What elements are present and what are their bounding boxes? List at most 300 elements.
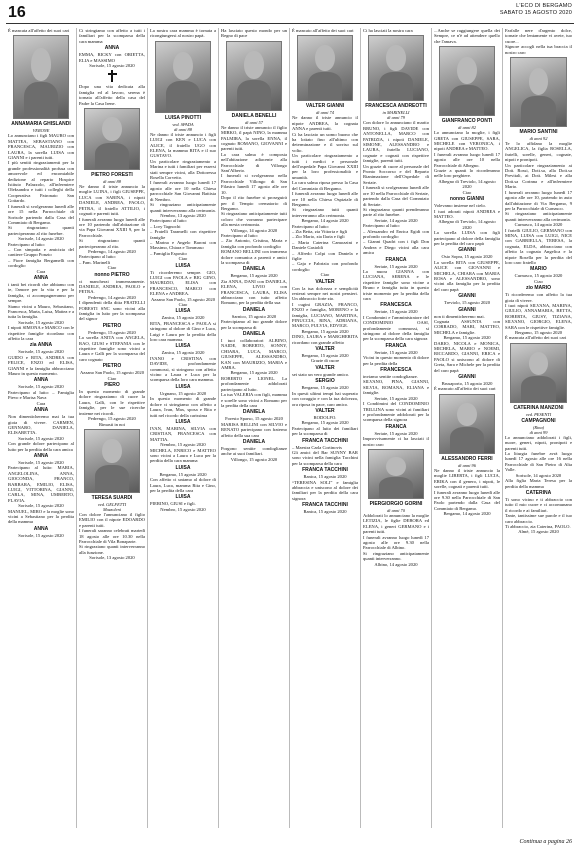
notice-text: IVANO e CRISTINA con DAVIDE, profondamente commossi, si stringono con affetto vicino a Laura e Luca per la scomparsa della loro cara mamma. [150,355,216,383]
deceased-name: PIETRO [102,363,122,370]
column-3 [148,28,219,828]
notice-text: I tuoi collaboratori ALBINO, NAIDE, ROBERTO, SONNY, CHIARA, LUCA, MARCO, GIUSEPPE, ALESSANDRO, KAN con MAURIZIO, MARIA e AMRA. [221,338,287,371]
deceased-name: CATERINA MANZONI [513,404,564,411]
notice-text: – Fiore famiglia Bergamelli con cordoglio [8,257,74,269]
notice-text: Si ringraziano anticipatamente quanti interverranno. [363,550,429,562]
notice-text: Volevamo insieme nel cielo. [434,203,486,209]
notice-text: Partecipano al lutto: [8,241,45,247]
notice-text: Si ringraziano tutti quanti interverranno alla cerimonia. [292,207,358,218]
notice-text: I Condomini e l'amministratore del CONDOMINIO OASI, profondamente commossi, si stringono al dolore della famiglia per la scomparsa della cara signora [363,314,429,342]
notice-signature: Rimasti in noi [98,421,126,427]
notice-signature: Ciao [107,375,117,381]
notice-text: Un particolare ringraziamento a tutti i medici e personale dell'ospedale Papa Giovanni XXIII per la loro professionalità e umanità. [292,153,358,180]
notice-signature: Brusaporto, 15 agosto 2020 [441,381,493,387]
deceased-name: ANNAMARIA GHISLANDI [11,121,71,128]
notice-signature: Pedrengo, 14 agosto 2020 [88,294,136,300]
notice-text: È mancata all'affetto dei suoi cari [505,335,567,341]
notice-text: – Alessandro ed Enrica Egidi con profondo cordoglio [363,228,429,239]
notice-text: Si ringraziano quanti parteciperanno al rito. [79,238,145,249]
notice-text: Porgono sentite condoglianze anche ai suoi familiari. [221,445,287,457]
deceased-name: DANIELA BENELLI [231,112,277,119]
deceased-name: FRANCA [385,256,407,263]
newspaper-name: L'ECO DI BERGAMO [516,3,572,9]
notice-signature: Curnasco, 14 agosto 2020 [514,222,563,228]
notice-signature: Bergamo, 15 agosto 2020 [443,335,491,341]
deceased-name: GIANFRANCO PONTI [441,118,493,125]
portrait-head [386,457,405,476]
portrait-photo [84,108,139,170]
notice-signature: Azzano San Paolo, 15 agosto 2020 [79,370,145,376]
portrait-head [529,68,549,95]
name-subtitle: ved. PESENTI [525,411,552,417]
notice-signature: Foresto Sparso, 15 agosto 2020 [225,416,283,422]
notice-signature: Sorisole, 15 agosto 2020 [18,319,64,325]
notice-text: – Zio Mario, zia Ilaria e figli [292,234,345,240]
notice-text: Improvvisamente ci ha lasciati il nostro caro [363,436,429,447]
portrait-body [24,82,58,118]
portrait-head [102,117,121,141]
deceased-name: LUISA [175,262,191,269]
notice-signature: Pedrengo, 15 agosto 2020 [88,416,136,422]
portrait-head [173,52,192,80]
notice-text: – Marina e Angelo Baroni con Massimo, Chiara e Tommaso [150,239,216,251]
notice-text: Ha lasciato questo mondo per un Regno di pace [221,28,287,39]
notice-signature: Curnasco, 15 agosto 2020 [514,273,563,279]
notice-text: Ti sono vicino e ti abbraccio con tutto il mio cuore e ci accomunano il ricordo e ai familiari. [505,496,572,513]
continuation-note: Continua a pagina 26 [519,839,572,845]
notice-text: Un particolare ringraziamento a Marina e tutti i familiari per essersi stati sempre vicini, alla Dottoressa Rosella Corvetto. [150,158,216,181]
notice-text: I più sentiti ringraziamenti per la grande professionalità profusa con amorevole ed encomiabile dedizione al reparto Hospice Istituto Palazzolo, all'infermiere Oleksandra e tutti i colleghi della Cooperativa Patronato San Gottardo. [8,160,74,204]
notice-signature: RODOLFO. [313,414,337,420]
notice-text: – Famiglia Esposito [150,250,187,256]
deceased-name: PIETRO [102,322,122,329]
deceased-name: LUISA [175,343,191,350]
notice-signature: Sorisole, 15 agosto 2020 [18,349,64,355]
name-subtitle: ved. SPADA [172,121,194,127]
portrait-body [521,376,556,402]
notice-text: I funerali avranno luogo lunedì alle ore 10 partendo dall'abitazione di via Papa Giovanni XXIII 9, per la Parrocchiale. [79,216,145,238]
notice-text: Con la tua dolcezza e semplicità resterai sempre nei nostri pensieri. Un abbraccio forte zio. [292,285,358,302]
notice-signature: Albegno di Treviolo, 14 agosto 2020 [438,178,496,190]
notice-signature: Urgnano, 15 agosto 2020 [159,390,207,396]
notice-signature: Albino, 14 agosto 2020 [374,561,418,567]
portrait-head [102,439,121,464]
deceased-name: FRANCA [385,342,407,349]
notice-text: Dopo il rito funebre si proseguirà per il Tempio crematorio di Bergamo. [221,195,287,211]
portrait-body [521,96,556,126]
notice-text: Partecipano al lutto: [221,232,258,238]
notice-text: È mancato all'affetto dei suoi cari [292,28,354,33]
name-subtitle: di anni 88 [174,126,192,132]
deceased-name: LUISA [175,383,191,390]
deceased-name: VALTER [315,364,335,371]
notice-signature: Seriate, 15 agosto 2020 [374,395,418,401]
notice-text: Partecipano al lutto dei familiari per la scomparsa di [292,425,358,437]
deceased-name: ALESSANDRO FERRI [441,455,493,462]
notice-text: – Alfredo Colpi con Daniela e figlie [292,250,358,261]
notice-text: Un grazie di cuore al personale del Pronto Soccorso e del Reparto Rianimazione dell'Ospedale di Seriate. [363,163,429,185]
column-8 [503,28,574,828]
portrait-photo [155,41,210,113]
notice-signature: Sorisole, 15 agosto 2020 [18,384,64,390]
portrait-body [237,80,271,110]
notice-signature: Seriate, 15 agosto 2020 [374,349,418,355]
notice-text: Ne danno il triste annuncio i figli LUIGI con KEN e LUCA con ALICE, il fratello UGO con ELENA, la mamma RITA e il suo GUSTAVO. [150,131,216,159]
name-subtitle: di anni 79 [387,115,405,121]
notice-text: Si ringraziano quanti interverranno alla funzione. [79,544,145,555]
notice-text: Con grande dolore partecipano al lutto per la perdita della cara amica [8,441,74,452]
notice-text: inviamo sentite condoglianze. [363,374,418,380]
notice-signature: Sorisole, 14 agosto 2020 [515,472,562,478]
notice-signature: Seriate, 14 agosto 2020 [374,217,418,223]
notice-signature: Ranica, 15 agosto 2020 [303,509,347,515]
deceased-name: CAMPAGNONI [521,417,556,424]
notice-text: La liturgia funebre avrà luogo lunedì 17 agosto alle ore 16 nella Parrocchiale di San Pietro di Alta Valle. [505,451,572,473]
column-6 [361,28,432,828]
portrait-head [457,403,476,426]
notice-signature: Ciao [320,272,330,278]
notice-text: La cara salma riposa presso la Casa del Commiato di Bergamo. [292,180,358,191]
notice-text: – Zio Antonio, Cristina, Marta e famiglia con profondo cordoglio [221,238,287,249]
notice-signature: Albegno di Treviolo, 14 agosto 2020 [438,219,496,230]
portrait-photo [13,35,68,119]
notice-text: – Con simpatia e amicizia del cantiere Gruppo Ponzio [8,246,74,258]
notice-text: Lo annunciano la moglie, i figli GRETA con GIUSEPPE, SARA, MICHELE con VERONICA, i nipoti ANDREA e MATTEO. [434,130,500,152]
notice-text: Zia ANNA, DANI con DANIELA, ELENA, LIVIO con FRANCESCA, LAURA, ELISA abbracciano con tutto affetto Romano, per la perdita della sua [221,278,287,306]
notice-text: La cara salma è composta nell'abitazione adiacente alla Parrocchiale di Villongo Sant'Alberto. [221,151,287,174]
notice-signature: Pedrengo, 15 agosto 2020 [88,329,136,335]
deceased-name: DANIELA [242,306,266,313]
notice-text: La sorella LUISA con figli partecipano al dolore della famiglia per la perdita del caro papà [434,230,500,246]
notice-signature: Bergamo, 15 agosto 2020 [301,385,349,391]
notice-text: I tuoi adorati nipoti ANDREA e MATTEO. [434,208,500,219]
deceased-name: CATERINA [525,489,552,496]
name-subtitle: di anni 82 [458,125,476,131]
notice-text: Con dolore lo annunciano il marito BRUNO, i figli DAVIDE con ANTONELLA, MARCO con PATRIZIA, i nipoti DANIELE, SIMONE, ALESSANDRO e LAURA, fratello LUCIANO, cognate e cognati con rispettive famiglie, parenti tutti. [363,120,429,164]
notice-text: I nipoti SIMONA e MARCO con le rispettive famiglie ricordano con affetto la cara [8,325,74,342]
deceased-name: MARIO SANTINI [519,129,558,136]
deceased-name: LUISA [175,464,191,471]
cross-icon [108,70,117,82]
notice-text: DARIO, NICOLA e MONICA, MICHELA, MARIO e NOEMI, RICCARDO, GIANNI, ERICA e PAOLO si uniscono al dolore di Greta, Sara e Michele per la perdita del caro papà [434,340,500,373]
portrait-head [386,45,405,71]
deceased-name: FRANCESCA [380,367,412,374]
portrait-photo [439,394,494,454]
notice-signature: Ciao [178,256,188,262]
notice-signature: Seriate, 15 agosto 2020 [374,309,418,315]
portrait-head [315,45,334,71]
notice-signature: Pedrengo, 14 agosto 2020 [88,248,136,254]
name-subtitle: VERONE [32,128,50,134]
notice-signature: Azzano San Paolo, 15 agosto 2020 [150,296,216,302]
notice-text: Ci ha lasciati la nostra cara [363,28,413,33]
notice-text: – Lory Tagnochi [150,223,181,229]
notice-text: Non dimenticheremo mai la tua gioia di vivere. CARMEN, GENNARO, DANIELA, ELISABETTA. [8,414,74,436]
notice-text: In questo momento di grande dolore ci stringiamo con affetto a Laura, Ivan, Max, sposa e Rita e tutti nel ricordo della carissima [150,396,216,418]
notice-signature: Sorisole, 15 agosto 2020 [18,503,64,509]
deceased-name: VALTER GIANNI [305,103,345,110]
notice-text: Si ringraziano anticipatamente tutti coloro che vorranno partecipare alla mesta cerimonia. [221,211,287,228]
notice-text: I funerali avranno luogo lunedì 17 agosto alle ore 10, partendo in auto dall'abitazione di Via Bergamo, 9 per la Parrocchiale di Curnasco. [505,189,572,211]
portrait-photo [510,57,566,127]
deceased-name: FRANCESCA ANDREOTTI [365,103,427,110]
portrait-photo [226,41,281,111]
notice-text: MICHELA, ENRICO e MATTEO sono vicini a Laura e Luca per la perdita della cara mamma [150,447,216,464]
deceased-name: ANNA [33,407,49,414]
notice-signature: Bergamo, 15 agosto 2020 [159,471,207,477]
notice-text: PIERINO, GIUSI e figli. [150,501,196,507]
notice-text: Ti ricorderemo sempre. GIO, LUIGI con PAOLA e BIG GINO, MAURIZIO, ELISA con FRANCESCO, MARCO con ELENA e ANDREA. [150,269,216,297]
notice-signature: Ciao [462,189,472,195]
notice-text: Con dolore l'annunciano il figlio EMILIO con il nipote EDOARDO e parenti tutti. [79,511,145,528]
notice-text: Dopo una vita dedicata alla famiglia ed al lavoro, serena è tornata all'affetto della casa del Padre la Casa Irene. [79,84,145,106]
name-subtitle: di anni 70 [387,507,405,513]
notice-text: Ti abbraccio, zia Caterina, PAOLO. [505,523,571,529]
notice-text: I funerali avranno luogo lunedì alle ore 9.30 nella Parrocchiale di San Paolo partendo dalla Casa del Commiato di Bergamo. [434,489,500,511]
notice-signature: Bergamo, 14 agosto 2020 [301,218,349,224]
notice-signature: Bergamo, 15 agosto 2020 [230,273,278,279]
notice-signature: Sorisole, 14 agosto 2020 [18,236,64,242]
portrait-body [450,427,484,453]
deceased-name: TERESA SUARDI [91,494,133,501]
notice-text: Siamo vicini a Mauro, Sebastiano, Francesca, Marta, Luisa, Mattea e a tutta la famiglia. [8,303,74,320]
notice-signature: Cara [36,268,46,274]
deceased-name: GIANNI [458,374,476,381]
notice-signature: Bergamo, 15 agosto 2020 [301,420,349,426]
notice-signature: Nembro, 13 agosto 2020 [160,212,206,218]
notice-signature: Bergamo, 15 agosto 2020 [230,370,278,376]
notice-text: ROMANO BELLINI con immenso dolore comunica a parenti e amici la scomparsa di [221,249,287,265]
notice-text: Gli amici del Bar SUNNY BAR sono vicini nella famiglia Tacchini per la scomparsa della cara [292,449,358,466]
notice-text: Partecipano al lutto: [150,218,187,224]
portrait-body [95,465,129,492]
deceased-name: zio MARIO [526,285,551,292]
deceased-name: ANNA [104,45,120,52]
notice-text: I Condòmini del CONDOMINIO TRILLINA sono vicini ai familiari e profondamente addolorati per la scomparsa della signora [363,401,429,423]
notice-signature: Sarnico, 15 agosto 2020 [231,313,277,319]
column-5 [290,28,361,828]
notice-text: Ci ha lasciato un uomo buono che ha lottato fino all'ultimo con determinazione e il sorriso sul volto. [292,131,358,153]
notice-text: Ne danno il triste annuncio il figlio MIRKO, il papà NINO, la mamma PALMIRA, la sorella ENNA, il cognato ROMANO, GIOVANNI e parenti tutti. [221,124,287,152]
notice-text: RITA, FRANCESCA e PAOLA si stringono al dolore di Gino e Luca, Luigi e Laura per la perdita della loro cara mamma. [150,320,216,343]
notice-text: La nuora GIANNA con LUCIANA, SERENA e le rispettive famiglie sono vicine a Bruno e famiglia tutta in questo triste momento per la perdita della cara [363,268,429,301]
notice-text: – Gianni Quadri con i figli Don Andrea e Diego vicini alla cara amica [363,239,429,256]
notice-text: MANUEL, MIRO e la moglie sono vicini a Sebastiano per la perdita della mamma [8,508,74,525]
name-subtitle: ved. GELFETTI [97,501,127,507]
portrait-photo [368,449,423,499]
deceased-name: PIETRO FORESTI [91,172,133,179]
notice-text: Ci stringiamo con affetto a tutti i familiari per la scomparsa della cara mamma [79,28,145,44]
notice-text: sei stato un vero grande amico. [292,371,350,377]
notice-signature: Bergamo, 15 agosto 2020 [514,330,563,336]
notice-signature: Grazie di cuore [310,358,340,364]
notice-signature: Sorisole, 15 agosto 2020 [18,532,64,538]
deceased-name: DANIELA [242,409,266,416]
portrait-photo [439,46,494,116]
notice-text: GUIDO e RITA, ANDREA con FELICE, ENZO ed ELISA, GIANNI e la famiglia abbracciano Mauro in questo momento. [8,354,74,377]
name-subtitle: di anni 74 [316,110,334,116]
notice-signature: Treviolo, 15 agosto 2020 [443,300,491,306]
portrait-photo [297,35,352,101]
notice-text: Si ringraziano anticipatamente quanti interverranno alla cerimonia. [505,211,572,222]
notice-text: Te lo affidano la moglie ANGELICA, la figlia ROSELLA, fratelli, sorelle, generi, cognate, nipoti e pronipoti. [505,141,572,163]
portrait-body [308,72,342,100]
notice-text: I funerali saranno celebrati martedì 18 agosto alle ore 10.30 nella Parrocchiale di Vila Bonaparte. [79,528,145,544]
portrait-body [95,143,129,169]
column-7 [432,28,503,828]
notice-text: Partecipano al lutto: [292,223,329,229]
column-1 [6,28,77,828]
notice-text: MARISA BELLINI con SILVIO e RENATO partecipano con fraterno affetto della sua cara [221,421,287,438]
portrait-photo [368,35,423,101]
notice-text: Partecipano al lutto: [363,223,400,229]
column-4 [219,28,290,828]
portrait-body [379,72,413,100]
notice-text: I funerali si svolgeranno nella Parrocchiale Villongo di San Filastro lunedì 17 agosto alle ore 10. [221,173,287,195]
notice-signature: Osio Sopra, 15 agosto 2020 [441,254,493,260]
deceased-name: GIANNI [458,306,476,313]
deceased-name: ANNA [33,274,49,281]
deceased-name: LUISA [175,494,191,501]
notice-text: Si ringraziano quanti parteciperanno al rito funebre. [8,225,74,236]
deceased-name: FRANCA [385,423,407,430]
deceased-name: zia ANNA [29,342,53,349]
deceased-name: DANIELA [242,438,266,445]
notice-text: Si ringraziano quanti prenderanno parte al rito funebre. [363,206,429,218]
notice-signature: Sorisole, 13 agosto 2020 [89,555,135,561]
notice-text: – Maestra Carla Cortinovis [292,444,342,450]
notice-text: “TERESINA SOLI” e famiglia abbraccia e uniscono al dolore dei familiari per la perdita della cara signora [292,479,358,501]
name-subtitle: di anni 99 [529,429,548,435]
notice-signature: Ciao [107,265,117,271]
notice-signature: Sorisole, 15 agosto 2020 [89,63,135,69]
notice-text: Ti ricorderemo con affetto la tua gioia di vivere. [505,292,572,303]
notice-text: La sorella RITA con GIUSEPPE, ALICE con GIOVANNI e MICHELA, CHIARA con MARIA ROSA e ALESSANDRO, sono vicini alla famiglia per la perdita del caro papà [434,259,500,292]
deceased-name: VALTER [315,407,335,414]
notice-signature: Zanica, 15 agosto 2020 [161,315,205,321]
notice-text: non ti dimenticheremo mai. [434,313,485,319]
name-subtitle: Mazzoleni [102,506,122,512]
notice-text: Un particolare ringraziamento ai Dott. Rossi, Dott.sa, alla Dott.sa Previtali, ai Dott. Milesi e alla Dott.sa Corinna e all'infermiere Mario. [505,162,572,190]
deceased-name: FRANCA TACCHINI [302,467,348,474]
name-subtitle: di anni 88 [103,179,121,185]
deceased-name: ANNA [33,452,49,459]
notice-text: DINO, LAURA e MARGHERITA ricordano con grande affetto [292,334,358,345]
notice-signature: Cara [36,400,46,406]
notice-text: Tante, tantissime sue parole e il tuo caro abbraccio. [505,513,572,524]
notice-signature: Almè, 15 agosto 2020 [518,529,559,535]
notice-text: Addolorati lo annunciano la moglie LETIZIA, le figlie DEBORA ed ELENA, i generi GERMANO e i parenti tutti. [363,512,429,535]
notice-text: Partecipano al lutto: – Famiglia Pievo e Marisa Nava [8,389,74,401]
name-subtitle: di anni 92 [529,136,548,142]
deceased-name: FRANCA TACCHINI [302,437,348,444]
deceased-name: nonno PIETRO [94,271,130,278]
notice-text: I fratelli GIULIO, GERMANO con MINA, LUISA con LUIGI, NICE con GABRIELLA, TERESA, la cognata, ELDA, abbracciano con affetto la cognata Angelica e la nipote Rosella per la perdita del loro caro fratello [505,227,572,265]
notice-signature: Ciao [534,278,543,284]
notice-text: Si ringraziano anticipatamente quanti interverranno alla cerimonia. [150,202,216,213]
notice-text: – Maria Caterina Camozzini e Daniele Gastoldi [292,239,358,251]
notice-text: Con affetto ci uniamo al dolore di Laura, Luca, mamma Rita e Gino, per la perdita della cara [150,477,216,493]
notice-text: Ne danno il triste annuncio la moglie LUINA, i figli GIUSEPPE, LUCA con SABINA, i nipoti DANIELE, ANDREA, PAOLO, PETRA, il fratello ATTILIO, i cognati e parenti tutti. [79,184,145,217]
deceased-name: FRANCA TACCHINI [302,502,348,509]
deceased-name: PIERO [104,382,120,389]
notice-text: ...Anche se raggiungere quella dei Sempre, ce n'è ad attendere quello che l'amava. [434,28,500,44]
notice-signature: Ciao [178,302,188,307]
notice-signature: Nembro, 15 agosto 2020 [160,442,206,448]
notice-text: Farfalle nere d'argento dolce, tornate che lentamente vi avete, tuo cuore... [505,28,572,44]
portrait-photo [510,343,566,403]
masthead [500,3,572,16]
notice-text: Partecipiamo al tuo grande dolore per la scomparsa di [221,319,287,330]
name-subtitle: in MARINELLI [382,110,410,116]
notice-signature: Nembro, 15 agosto 2020 [160,506,206,512]
deceased-name: ANNA [33,377,49,384]
deceased-name: GIANNI [458,247,476,254]
notice-text: Alla figlia Maria Teresa per la perdita della mamma [505,478,572,489]
notice-signature: Villongo, 15 agosto 2020 [230,456,278,462]
deceased-name: PIERGIORGIO GORINI [369,500,423,507]
notice-text: IVAN, MARINA, SILVIA con CRISTIAN, FRANCESCA con MATTIA. [150,425,216,442]
notice-text: I cugini GRAZIA, FRANCO, ENZO e famiglia, MORENO e la famiglia, LUCIANO, MARTINA, PINUCCIA, RINA, ADRIANA, MARCO, FULVIA, EDVIGE. [292,301,358,329]
notice-text: Cognata ASSUNTA con CORRADO, MARI, MATTEO, MICHELA e famiglie. [434,319,500,335]
portrait-photo [84,429,139,493]
deceased-name: LUISA [175,308,191,315]
deceased-name: VALTER [315,346,335,353]
deceased-name: ANNA [33,525,49,532]
notice-text: – Gaja e Fabrizia con profondo cordoglio [292,261,358,272]
notice-signature: Sorisole, 15 agosto 2020 [18,459,64,465]
notice-text: Vicini in questo momento di dolore per la perdita della [363,355,429,366]
notice-text: I funerali si svolgeranno lunedì alle ore 10 nella Parrocchiale di Seriate, partendo dalla Casa del Commiato di Seriate. [363,185,429,207]
issue-date: SABATO 15 AGOSTO 2020 [499,9,572,16]
portrait-head [31,48,50,81]
deceased-name: SERGIO [315,378,335,385]
notice-text: SILVANO, PINA, GIANNI, SILVIA, ROMANA, ELIANA e famiglie. [363,379,429,396]
portrait-head [244,51,263,78]
notice-signature: Villongo, 14 agosto 2020 [230,227,278,233]
notice-text: I funerali avranno luogo lunedì 17 agosto alle ore 9.30 nella Parrocchiale di Albino. [363,534,429,551]
name-subtitle: di anni 96 [458,462,476,468]
deceased-name: nonno GIANNI [449,196,485,203]
notice-signature: Seriate, 15 agosto 2020 [374,430,418,436]
notice-text: È mancata all'affetto dei suoi cari [8,28,70,33]
notice-text: – Fratelli Taramelli con rispettive famiglie [150,229,216,240]
page-header [6,2,574,24]
deceased-name: LUISA [175,418,191,425]
notice-text: Ne danno il triste annuncio il nipote ANDREA, la cognata ANNA e parenti tutti. [292,115,358,132]
notice-text: È mancato all'affetto dei suoi cari [434,386,496,392]
deceased-name: VALTER [315,278,335,285]
notice-text: La nostra cara mamma è tornata a ricongiungersi al nostro papà. [150,28,216,39]
notice-text: I funerali si svolgeranno lunedì alle ore 15 nella Parrocchiale di Sorisole partendo dalla Casa del Commiato di Bergamo. [8,203,74,225]
notice-text: I tuoi nipoti SILVANA, MARINA, GIULIO, ANNAMARIA, BETTA, ROBERTA, GIUSY, TIZIANA, SILVANO, GIORGIO, ELENA, SARA con le rispettive famiglie. [505,303,572,330]
page-number: 16 [8,4,26,21]
notice-text: Lo annunciano addolorati i figli, nuore, generi, nipoti, pronipoti e parenti tutti. [505,434,572,451]
notice-text: Grazie a quanti lo ricorderanno nelle loro preghiere. [434,168,500,179]
portrait-body [450,85,484,115]
notice-text: Signore accogli nella tua braccia il nostro caro [505,44,572,55]
deceased-name: GIANNI [458,293,476,300]
notice-text: EMMA, RICKY con ORIETTA, ELIA e MASSIMO [79,52,145,63]
notice-text: I funerali avranno luogo lunedì alle ore 10 nella Chiesa Ospiziale di Bergamo. [292,191,358,207]
notice-text: La sorella ANITA con ANGELA, RAO, GIUSI e STEFANIA con le rispettive famiglie sono vicini a Laura e Galli per la scomparsa del caro cognato [79,335,145,362]
notice-signature: Zanica, 15 agosto 2020 [161,350,205,356]
portrait-body [166,81,200,112]
portrait-head [457,57,476,84]
notice-text: I dipendenti della ditta FRATELLI FORESTI SNC sono vicini alla famiglia in lutto per la scomparsa del signor [79,300,145,322]
notice-signature: Bergamo, 15 agosto 2020 [301,328,349,334]
notice-text: In questi ultimi tempi hai superato con coraggio e con la tua dolcezza, ora riposa in pace, caro amico. [292,390,358,407]
